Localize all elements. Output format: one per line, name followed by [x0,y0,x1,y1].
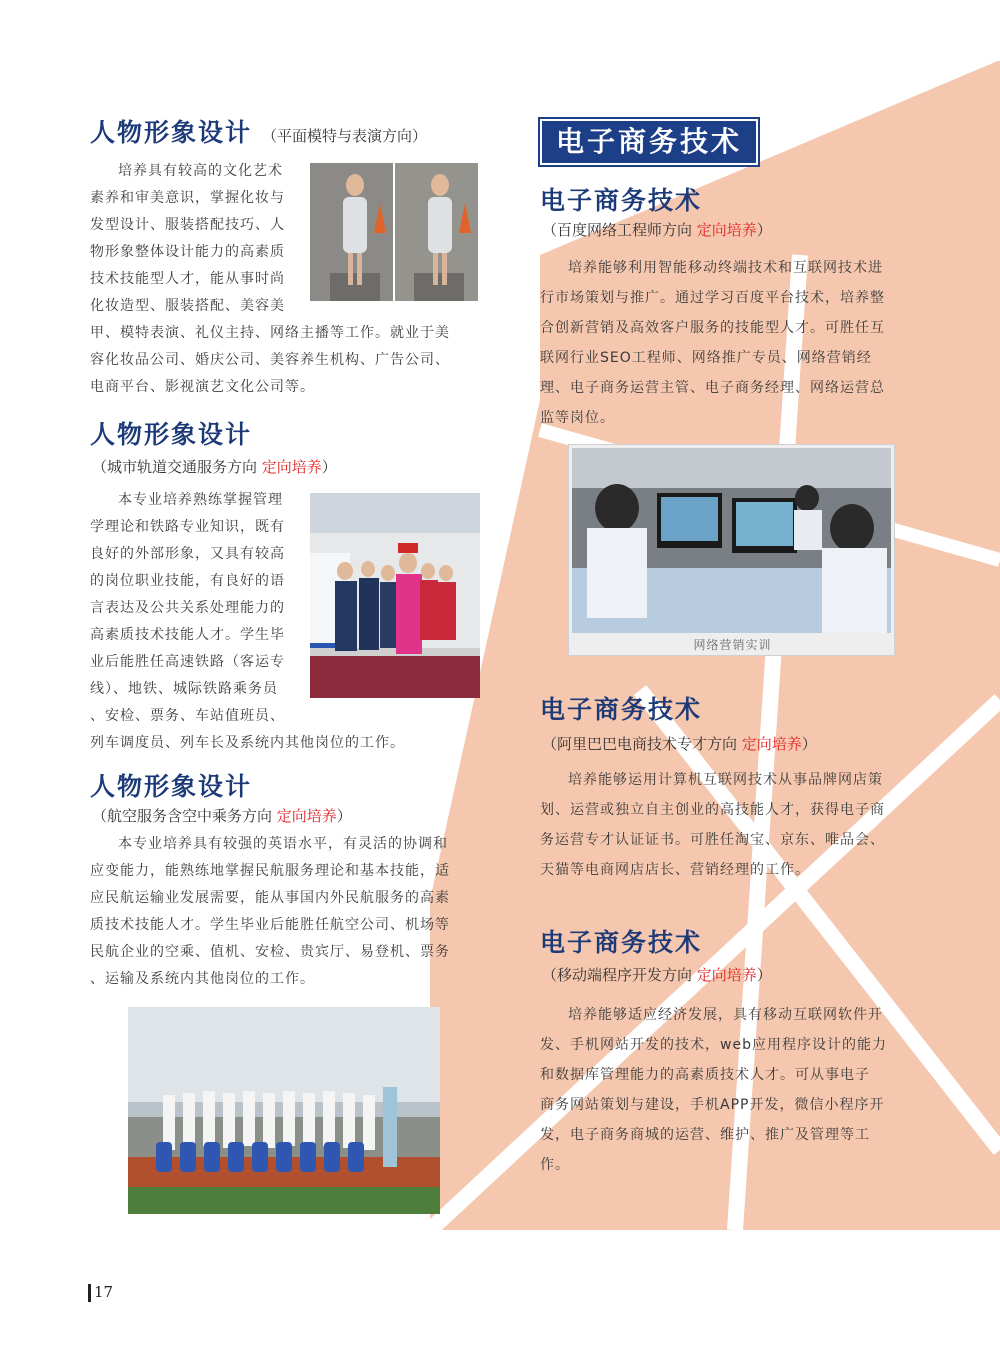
section-title-rail-transit: 人物形象设计 [90,420,253,449]
section-description [90,831,482,993]
section-title-fashion-modeling [90,118,427,148]
text-line: 素养和审美意识，掌握化妆与 [90,190,285,206]
text-line: 天猫等电商网店店长、营销经理的工作。 [540,862,810,878]
text-line: 商务网站策划与建设，手机APP开发，微信小程序开 [540,1097,885,1113]
text-line: 、安检、票务、车站值班员、 [90,708,285,724]
section-description-continued [90,730,482,757]
text-line: 行市场策划与推广。通过学习百度平台技术，培养整 [540,290,885,306]
text-line: 学理论和铁路专业知识，既有 [90,519,285,535]
text-line: 电商平台、影视演艺文化公司等。 [90,379,315,395]
text-line: 作。 [540,1157,570,1173]
subtitle-text: （阿里巴巴电商技术专才方向 [542,735,742,753]
text-line: 监等岗位。 [540,410,615,426]
text-line: 发，电子商务商城的运营、维护、推广及管理等工 [540,1127,870,1143]
subtitle-close: ） [321,458,337,476]
text-line: 高素质技术技能人才。学生毕 [90,627,285,643]
directed-training-label: 定向培养 [696,221,757,239]
text-line: 民航企业的空乘、值机、安检、贵宾厅、易登机、票务 [90,944,450,960]
text-line: 的岗位职业技能，有良好的语 [90,573,285,589]
text-line: 本专业培养熟练掌握管理 [118,492,283,508]
text-line: 质技术技能人才。学生毕业后能胜任航空公司、机场等 [90,917,450,933]
text-line: 培养能够适应经济发展，具有移动互联网软件开 [568,1007,883,1023]
section-subtitle [542,220,772,240]
section-description [540,765,912,885]
section-title-aviation-service: 人物形象设计 [90,772,253,801]
subtitle-text: （城市轨道交通服务方向 [92,458,262,476]
text-line: 言表达及公共关系处理能力的 [90,600,285,616]
fashion-model-photo [310,163,478,301]
section-subtitle [92,806,352,826]
section-description-continued [90,320,482,401]
text-line: 培养能够运用计算机互联网技术从事品牌网店策 [568,772,883,788]
text-line: 业后能胜任高速铁路（客运专 [90,654,285,670]
page-number: 17 [94,1283,114,1301]
text-line: 应民航运输业发展需要，能从事国内外民航服务的高素 [90,890,450,906]
text-line: 良好的外部形象，又具有较高 [90,546,285,562]
section-subtitle: （平面模特与表演方向） [262,127,428,145]
network-marketing-training-photo [572,448,891,633]
subtitle-text: （百度网络工程师方向 [542,221,697,239]
text-line: 物形象整体设计能力的高素质 [90,244,285,260]
e-commerce-banner: 电子商务技术 [540,119,758,165]
section-title-text: 人物形象设计 [90,118,253,147]
directed-training-label: 定向培养 [261,458,322,476]
rail-staff-photo [310,493,480,698]
subtitle-text: （移动端程序开发方向 [542,966,697,984]
text-line: 容化妆品公司、婚庆公司、美容养生机构、广告公司、 [90,352,450,368]
text-line: 培养具有较高的文化艺术 [118,163,283,179]
subtitle-close: ） [756,966,772,984]
section-subtitle [542,734,817,754]
page-number-bar [88,1284,91,1302]
text-line: 培养能够利用智能移动终端技术和互联网技术进 [568,260,883,276]
text-line: 化妆造型、服装搭配、美容美 [90,298,285,314]
directed-training-label: 定向培养 [276,807,337,825]
section-title-baidu: 电子商务技术 [540,186,703,215]
subtitle-text: （航空服务含空中乘务方向 [92,807,277,825]
photo-caption: 网络营销实训 [693,638,772,652]
text-line: 甲、模特表演、礼仪主持、网络主播等工作。就业于美 [90,325,450,341]
section-description [540,1000,912,1180]
text-line: 应变能力，能熟练地掌握民航服务理论和基本技能，适 [90,863,450,879]
text-line: 和数据库管理能力的高素质技术人才。可从事电子 [540,1067,870,1083]
text-line: 技术技能型人才，能从事时尚 [90,271,285,287]
section-subtitle [542,965,772,985]
text-line: 合创新营销及高效客户服务的技能型人才。可胜任互 [540,320,885,336]
subtitle-close: ） [336,807,352,825]
training-photo-frame [568,444,895,656]
text-line: 发型设计、服装搭配技巧、人 [90,217,285,233]
subtitle-close: ） [801,735,817,753]
text-line: 理、电子商务运营主管、电子商务经理、网络运营总 [540,380,885,396]
text-line: 联网行业SEO工程师、网络推广专员、网络营销经 [540,350,872,366]
subtitle-close: ） [756,221,772,239]
section-title-mobile-dev: 电子商务技术 [540,928,703,957]
section-subtitle [92,457,337,477]
text-line: 列车调度员、列车长及系统内其他岗位的工作。 [90,735,405,751]
text-line: 线）、地铁、城际铁路乘务员 [90,681,278,697]
aviation-students-group-photo [128,1007,440,1214]
section-description [90,487,302,730]
text-line: 本专业培养具有较强的英语水平，有灵活的协调和 [118,836,448,852]
text-line: 、运输及系统内其他岗位的工作。 [90,971,315,987]
section-description [90,158,302,320]
section-title-alibaba: 电子商务技术 [540,695,703,724]
text-line: 务运营专才认证证书。可胜任淘宝、京东、唯品会、 [540,832,885,848]
directed-training-label: 定向培养 [696,966,757,984]
text-line: 划、运营或独立自主创业的高技能人才，获得电子商 [540,802,885,818]
section-description [540,253,912,433]
directed-training-label: 定向培养 [741,735,802,753]
text-line: 发、手机网站开发的技术，web应用程序设计的能力 [540,1037,887,1053]
